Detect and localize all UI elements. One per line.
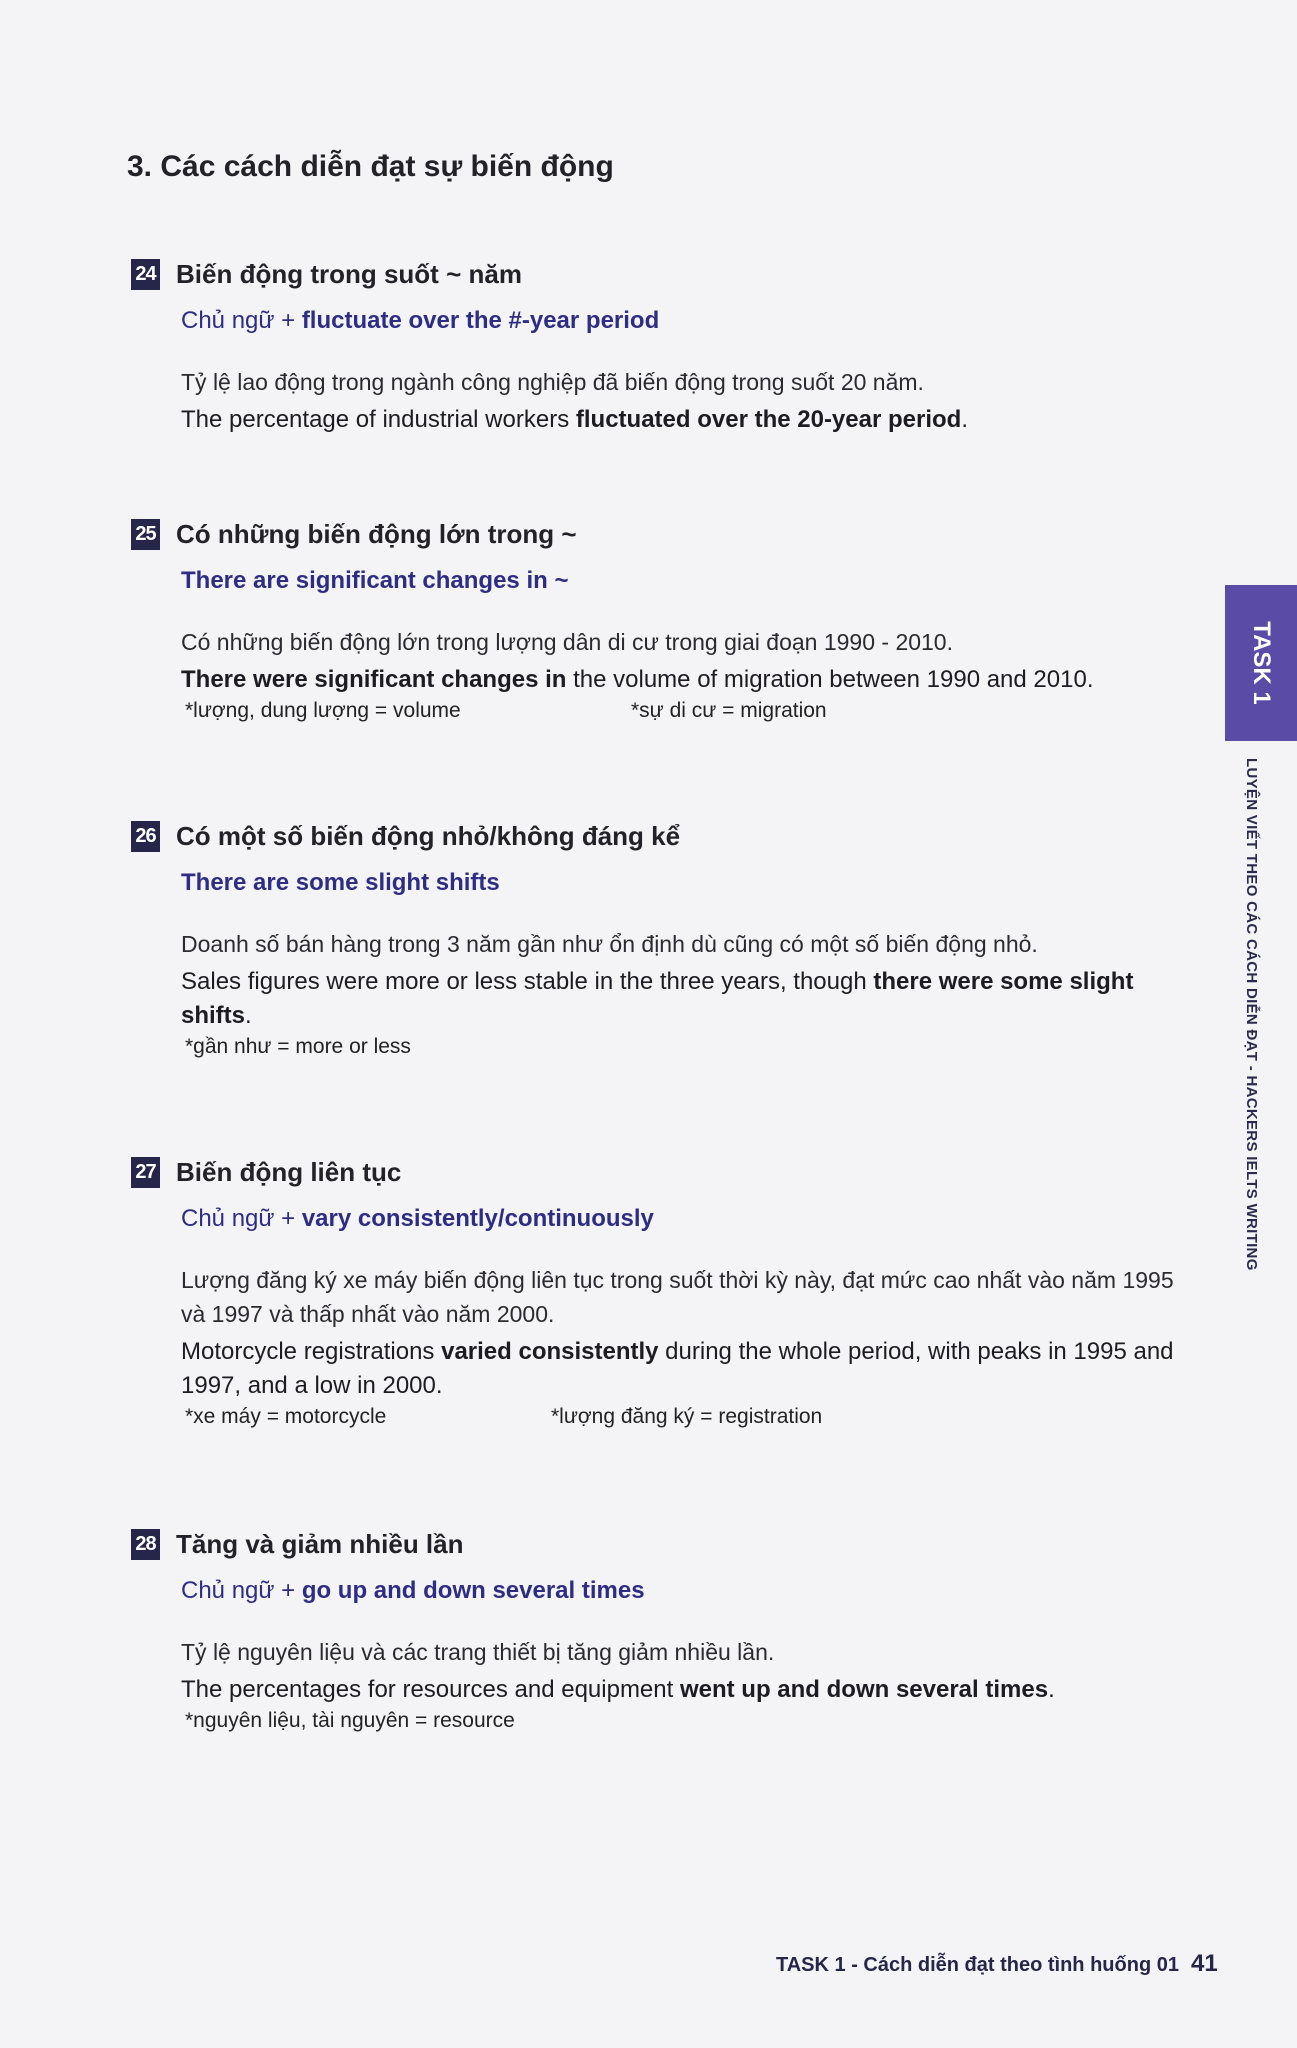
example-text: The percentages for resources and equipment xyxy=(181,1676,680,1703)
entry-title: Tăng và giảm nhiều lần xyxy=(176,1528,464,1559)
entry-title: Biến động trong suốt ~ năm xyxy=(176,258,522,289)
example-text: . xyxy=(245,1002,252,1029)
side-running-title xyxy=(1243,758,1260,1271)
entry-number-badge: 26 xyxy=(131,821,160,852)
example-highlight: There were significant changes in xyxy=(181,666,567,693)
example-vietnamese: Lượng đăng ký xe máy biến động liên tục trong suốt thời kỳ này, đạt mức cao nhất vào năm 1995 và 1997 và thấp nhất vào năm 2000. xyxy=(181,1267,1174,1327)
entry-27 xyxy=(131,1153,1174,1429)
example-text: . xyxy=(1048,1676,1055,1703)
example-text: . xyxy=(961,406,968,433)
example-english xyxy=(181,663,1171,697)
entry-title: Có một số biến động nhỏ/không đáng kể xyxy=(176,820,681,851)
page-footer xyxy=(776,1950,1218,1978)
example-highlight: fluctuated over the 20-year period xyxy=(575,406,962,433)
example-text: Sales figures were more or less stable in the three years, though xyxy=(181,968,874,995)
pattern-text: There are some slight shifts xyxy=(181,869,500,896)
entry-25 xyxy=(131,515,1171,723)
vocab-note: *sự di cư = migration xyxy=(631,699,827,722)
vocab-note: *lượng đăng ký = registration xyxy=(551,1405,823,1428)
expression-pattern xyxy=(181,1205,1171,1233)
example-english xyxy=(181,403,1171,437)
example-english xyxy=(181,1335,1181,1403)
side-running-title-text: LUYỆN VIẾT THEO CÁC CÁCH DIỄN ĐẠT - HACKERS IELTS WRITING xyxy=(1243,758,1260,1271)
example-highlight: went up and down several times xyxy=(679,1676,1049,1703)
vocab-notes xyxy=(185,699,1171,723)
pattern-text: fluctuate over the #-year period xyxy=(301,307,660,334)
example-text: during the whole period, with peaks in 1995 and 1997, and a low in 2000. xyxy=(181,1338,1174,1399)
pattern-text: There are significant changes in ~ xyxy=(181,567,569,594)
vocab-note: *nguyên liệu, tài nguyên = resource xyxy=(185,1709,515,1732)
pattern-text: go up and down several times xyxy=(301,1577,645,1604)
example-english xyxy=(181,965,1181,1033)
side-tab-label: TASK 1 xyxy=(1248,621,1276,705)
entry-28 xyxy=(131,1525,1171,1733)
example-vietnamese: Tỷ lệ nguyên liệu và các trang thiết bị tăng giảm nhiều lần. xyxy=(181,1639,775,1665)
vocab-note: *xe máy = motorcycle xyxy=(185,1405,387,1428)
pattern-prefix: Chủ ngữ + xyxy=(181,1577,302,1604)
entry-24 xyxy=(131,255,1171,437)
side-tab-task1 xyxy=(1225,585,1297,741)
example-text: The percentage of industrial workers xyxy=(181,406,576,433)
example-vietnamese: Tỷ lệ lao động trong ngành công nghiệp đã biến động trong suốt 20 năm. xyxy=(181,369,924,395)
entry-number-badge: 25 xyxy=(131,519,160,550)
expression-pattern xyxy=(181,567,1171,595)
expression-pattern xyxy=(181,307,1171,335)
vocab-notes xyxy=(185,1709,1171,1733)
entry-title: Có những biến động lớn trong ~ xyxy=(176,518,577,549)
example-highlight: there were some slight shifts xyxy=(181,968,1134,1029)
pattern-prefix: Chủ ngữ + xyxy=(181,1205,302,1232)
vocab-notes xyxy=(185,1035,1171,1059)
example-vietnamese: Doanh số bán hàng trong 3 năm gần như ổn định dù cũng có một số biến động nhỏ. xyxy=(181,931,1038,957)
entry-title: Biến động liên tục xyxy=(176,1156,402,1187)
pattern-text: vary consistently/continuously xyxy=(301,1205,654,1232)
entry-number-badge: 24 xyxy=(131,259,160,290)
example-vietnamese: Có những biến động lớn trong lượng dân di cư trong giai đoạn 1990 - 2010. xyxy=(181,629,953,655)
entry-number-badge: 27 xyxy=(131,1157,160,1188)
entry-number-badge: 28 xyxy=(131,1529,160,1560)
page-number: 41 xyxy=(1190,1950,1218,1977)
expression-pattern xyxy=(181,1577,1171,1605)
example-text: the volume of migration between 1990 and 2010. xyxy=(566,666,1094,693)
vocab-note: *gần như = more or less xyxy=(185,1035,411,1058)
example-text: Motorcycle registrations xyxy=(181,1338,442,1365)
pattern-prefix: Chủ ngữ + xyxy=(181,307,302,334)
entry-26 xyxy=(131,817,1171,1059)
footer-text: TASK 1 - Cách diễn đạt theo tình huống 01 xyxy=(776,1954,1179,1976)
example-english xyxy=(181,1673,1171,1707)
vocab-notes xyxy=(185,1405,1171,1429)
expression-pattern xyxy=(181,869,1171,897)
vocab-note: *lượng, dung lượng = volume xyxy=(185,699,461,722)
example-highlight: varied consistently xyxy=(441,1338,659,1365)
page-heading: 3. Các cách diễn đạt sự biến động xyxy=(127,150,614,183)
